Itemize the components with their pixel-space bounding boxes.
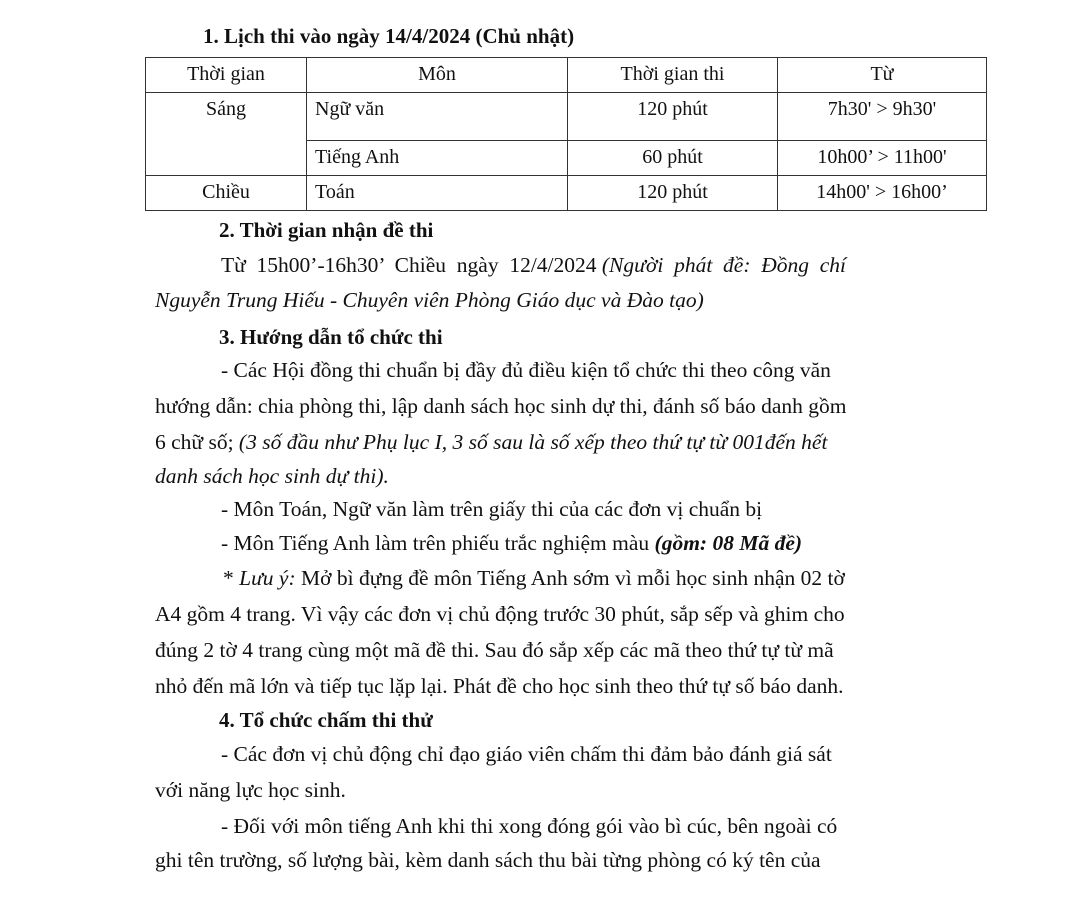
cell-subject: Ngữ văn [307,93,568,141]
cell-duration: 120 phút [568,176,778,211]
cell-subject: Tiếng Anh [307,141,568,176]
section-4-p2-line-2: ghi tên trường, số lượng bài, kèm danh sách thu bài từng phòng có ký tên của [155,848,821,872]
note-line-1 [223,566,845,591]
table-row [146,176,987,211]
section-2-line-1 [221,253,846,278]
receive-time-text: Từ 15h00’-16h30’ Chiều ngày 12/4/2024 [221,253,602,277]
section-3-p1-line-2: hướng dẫn: chia phòng thi, lập danh sách học sinh dự thi, đánh số báo danh gồm [155,394,847,418]
note-line-4: nhỏ đến mã lớn và tiếp tục lặp lại. Phát đề cho học sinh theo thứ tự số báo danh. [155,674,844,698]
note-label: Lưu ý: [239,566,296,590]
distributor-note: (Người phát đề: Đồng chí [601,253,847,277]
cell-time: 14h00' > 16h00’ [778,176,987,211]
header-duration: Thời gian thi [568,58,778,93]
cell-session: Chiều [146,176,307,211]
section-3-p2: - Môn Toán, Ngữ văn làm trên giấy thi của các đơn vị chuẩn bị [221,497,763,521]
note-text: Mở bì đựng đề môn Tiếng Anh sớm vì mỗi học sinh nhận 02 tờ [295,566,845,590]
cell-subject: Toán [307,176,568,211]
section-4-heading: 4. Tổ chức chấm thi thử [219,708,433,732]
numbering-note: (3 số đầu như Phụ lục I, 3 số sau là số xếp theo thứ tự từ 001đến hết [238,430,828,454]
code-count-note: (gồm: 08 Mã đề) [654,531,803,555]
header-subject: Môn [307,58,568,93]
exam-schedule-table [145,57,987,211]
note-line-2: A4 gồm 4 trang. Vì vậy các đơn vị chủ động trước 30 phút, sắp sếp và ghim cho [155,602,845,626]
header-session: Thời gian [146,58,307,93]
cell-time: 10h00’ > 11h00' [778,141,987,176]
cell-duration: 60 phút [568,141,778,176]
cell-duration: 120 phút [568,93,778,141]
table-row [146,93,987,141]
section-4-p2-line-1: - Đối với môn tiếng Anh khi thi xong đóng gói vào bì cúc, bên ngoài có [221,814,838,838]
section-3-p1-line-1: - Các Hội đồng thi chuẩn bị đầy đủ điều kiện tổ chức thi theo công văn [221,358,831,382]
section-1-heading: 1. Lịch thi vào ngày 14/4/2024 (Chủ nhật) [203,24,575,48]
section-2-heading: 2. Thời gian nhận đề thi [219,218,434,242]
section-3-heading: 3. Hướng dẫn tổ chức thi [219,325,443,349]
header-time: Từ [778,58,987,93]
section-2-line-2: Nguyễn Trung Hiếu - Chuyên viên Phòng Giáo dục và Đào tạo) [155,288,704,312]
section-4-p1-line-2: với năng lực học sinh. [155,778,346,802]
digit-count-text: 6 chữ số; [155,430,239,454]
table-header-row [146,58,987,93]
english-sheet-text: - Môn Tiếng Anh làm trên phiếu trắc nghiệm màu [221,531,655,555]
cell-time: 7h30' > 9h30' [778,93,987,141]
note-star: * [223,566,240,590]
cell-session: Sáng [146,93,307,176]
section-3-p1-line-4: danh sách học sinh dự thi). [155,464,389,488]
section-3-p1-line-3 [155,430,827,455]
section-3-p3 [221,531,802,556]
section-4-p1-line-1: - Các đơn vị chủ động chỉ đạo giáo viên chấm thi đảm bảo đánh giá sát [221,742,832,766]
note-line-3: đúng 2 tờ 4 trang cùng một mã đề thi. Sau đó sắp xếp các mã theo thứ tự từ mã [155,638,834,662]
